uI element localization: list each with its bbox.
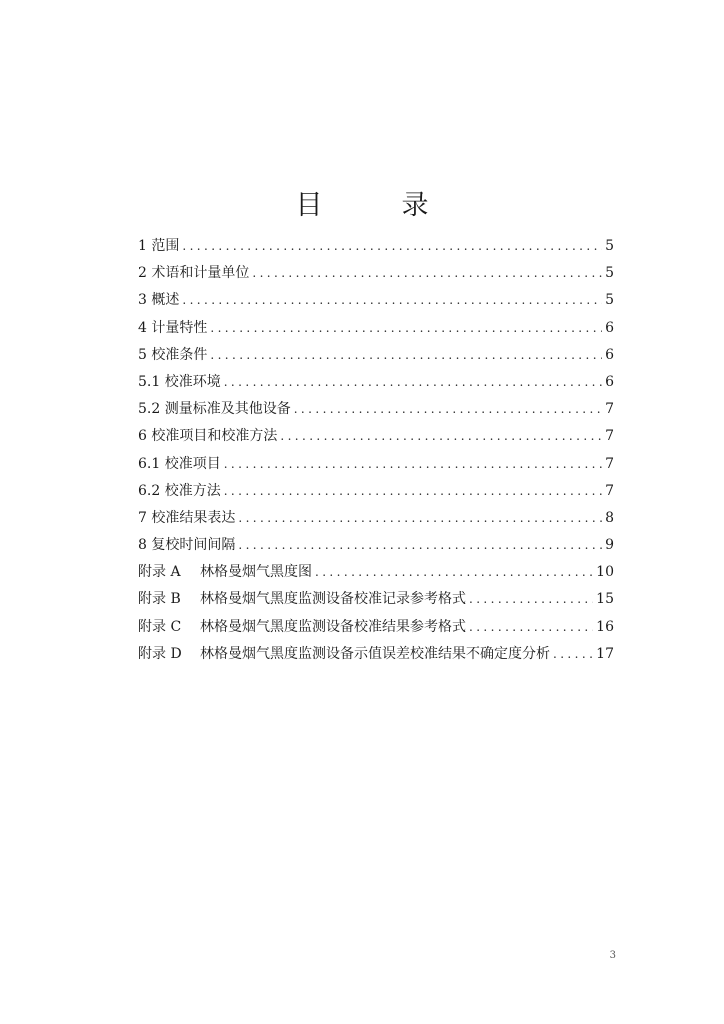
toc-entry[interactable] bbox=[138, 290, 614, 317]
appendix-title: 林格曼烟气黑度图 bbox=[200, 564, 312, 581]
toc-entry-page: 7 bbox=[605, 455, 614, 472]
toc-appendix-entry[interactable] bbox=[138, 644, 614, 671]
toc-entry-page: 9 bbox=[605, 537, 614, 554]
toc-entry-page: 17 bbox=[596, 645, 614, 662]
toc-entry-page: 16 bbox=[596, 618, 614, 635]
toc-entry-page: 5 bbox=[605, 238, 614, 254]
appendix-code: 附录 A bbox=[138, 564, 181, 581]
toc-entry-label: 8 复校时间间隔 bbox=[138, 537, 236, 554]
toc-leader-dots bbox=[252, 263, 602, 283]
toc-entry-page: 7 bbox=[605, 401, 614, 418]
toc-leader-dots bbox=[238, 508, 602, 528]
toc-entry-label: 7 校准结果表达 bbox=[138, 509, 236, 526]
toc-entry-page: 6 bbox=[605, 346, 614, 363]
toc-entry[interactable] bbox=[138, 318, 614, 345]
toc-entry[interactable] bbox=[138, 426, 614, 453]
toc-entry-page: 5 bbox=[605, 292, 614, 309]
toc-leader-dots bbox=[224, 454, 602, 474]
toc-leader-dots bbox=[224, 372, 602, 392]
toc-leader-dots bbox=[315, 562, 593, 582]
toc-entry[interactable] bbox=[138, 481, 614, 508]
toc-entry-label: 3 概述 bbox=[138, 292, 180, 309]
toc-entry-page: 5 bbox=[605, 265, 614, 282]
toc-entry[interactable] bbox=[138, 454, 614, 481]
toc-entry[interactable] bbox=[138, 508, 614, 535]
appendix-code: 附录 C bbox=[138, 618, 182, 635]
toc-entry[interactable] bbox=[138, 236, 614, 263]
toc-leader-dots bbox=[210, 318, 602, 338]
toc-leader-dots bbox=[294, 399, 602, 419]
toc-entry-page: 6 bbox=[605, 373, 614, 390]
toc-appendix-entry[interactable] bbox=[138, 562, 614, 589]
toc-entry-label: 1 范围 bbox=[138, 238, 180, 254]
appendix-code: 附录 D bbox=[138, 645, 182, 662]
toc-entry[interactable] bbox=[138, 263, 614, 290]
toc-leader-dots bbox=[280, 426, 602, 446]
page-number: 3 bbox=[609, 950, 616, 961]
appendix-code: 附录 B bbox=[138, 591, 181, 608]
appendix-title: 林格曼烟气黑度监测设备示值误差校准结果不确定度分析 bbox=[200, 645, 550, 662]
toc-leader-dots bbox=[553, 644, 593, 664]
toc-entry-label: 5.1 校准环境 bbox=[138, 373, 221, 390]
toc-leader-dots bbox=[224, 481, 602, 501]
table-of-contents bbox=[138, 236, 614, 671]
toc-entry-label: 5 校准条件 bbox=[138, 346, 208, 363]
toc-entry[interactable] bbox=[138, 345, 614, 372]
toc-appendix-label bbox=[138, 617, 466, 637]
toc-entry-label: 2 术语和计量单位 bbox=[138, 265, 250, 282]
toc-entry-label: 4 计量特性 bbox=[138, 319, 208, 336]
toc-entry-page: 6 bbox=[605, 319, 614, 336]
toc-entry-page: 7 bbox=[605, 482, 614, 499]
toc-entry-page: 7 bbox=[605, 428, 614, 445]
toc-appendix-entry[interactable] bbox=[138, 617, 614, 644]
toc-leader-dots bbox=[182, 236, 602, 256]
toc-leader-dots bbox=[238, 535, 602, 555]
appendix-title: 林格曼烟气黑度监测设备校准记录参考格式 bbox=[200, 591, 466, 608]
toc-leader-dots bbox=[469, 589, 593, 609]
toc-appendix-label bbox=[138, 589, 466, 609]
toc-entry-label: 5.2 测量标准及其他设备 bbox=[138, 401, 291, 418]
toc-entry-label: 6.1 校准项目 bbox=[138, 455, 221, 472]
toc-entry-label: 6.2 校准方法 bbox=[138, 482, 221, 499]
toc-entry-page: 8 bbox=[605, 509, 614, 526]
toc-entry[interactable] bbox=[138, 399, 614, 426]
toc-entry[interactable] bbox=[138, 372, 614, 399]
page-title: 目 录 bbox=[295, 190, 455, 222]
toc-entry[interactable] bbox=[138, 535, 614, 562]
appendix-title: 林格曼烟气黑度监测设备校准结果参考格式 bbox=[200, 618, 466, 635]
toc-appendix-label bbox=[138, 644, 550, 664]
toc-entry-page: 15 bbox=[596, 591, 614, 608]
toc-entry-page: 10 bbox=[596, 564, 614, 581]
toc-leader-dots bbox=[210, 345, 602, 365]
toc-appendix-entry[interactable] bbox=[138, 589, 614, 616]
toc-leader-dots bbox=[182, 290, 602, 310]
toc-leader-dots bbox=[469, 617, 593, 637]
toc-entry-label: 6 校准项目和校准方法 bbox=[138, 428, 278, 445]
toc-appendix-label bbox=[138, 562, 312, 582]
